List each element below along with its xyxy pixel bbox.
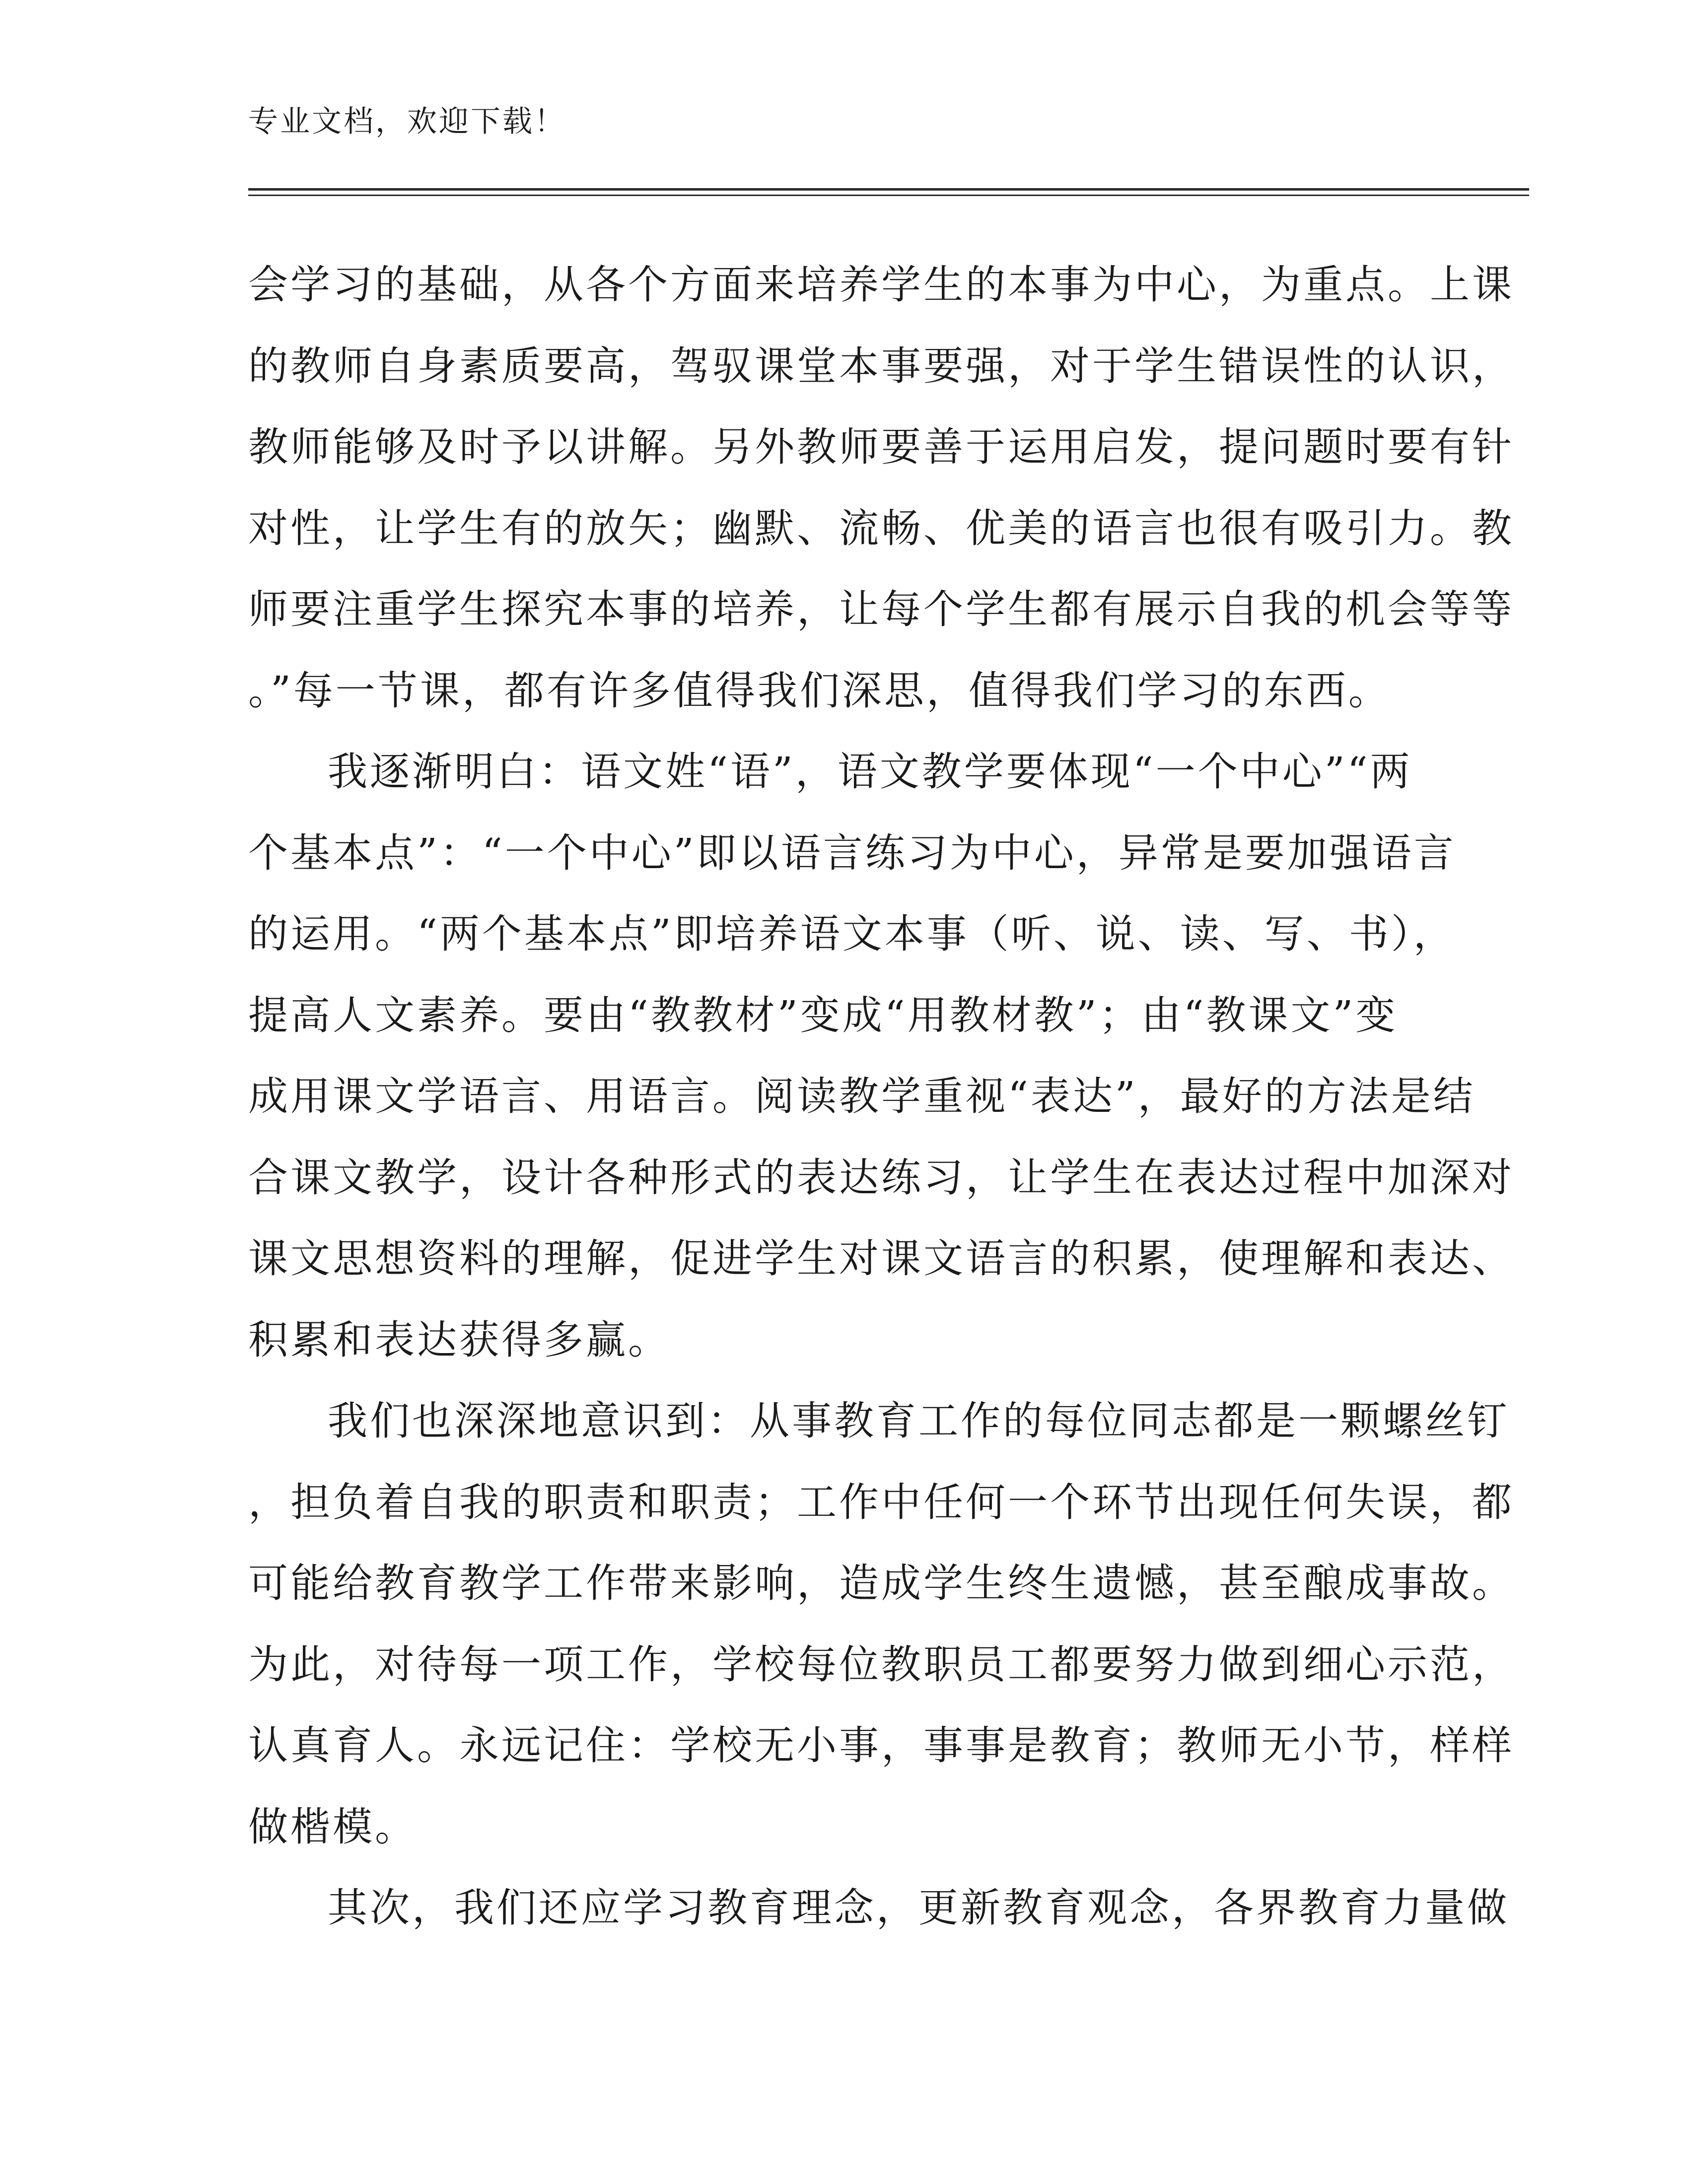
paragraph-first-line: 我们也深深地意识到：从事教育工作的每位同志都是一颗螺丝钉 <box>328 1398 1509 1444</box>
body-line: 成用课文学语言、用语言。阅读教学重视“表达”，最好的方法是结 <box>248 1073 1476 1119</box>
body-line: 做楷模。 <box>248 1803 417 1850</box>
body-line: 个基本点”：“一个中心”即以语言练习为中心，异常是要加强语言 <box>248 829 1456 876</box>
document-body <box>248 244 1514 1949</box>
body-line: 积累和表达获得多赢。 <box>248 1316 670 1363</box>
body-line: 师要注重学生探究本事的培养，让每个学生都有展示自我的机会等等 <box>248 586 1514 632</box>
paragraph-first-line: 我逐渐明白：语文姓“语”，语文教学要体现“一个中心”“两 <box>328 749 1412 795</box>
body-line: 课文思想资料的理解，促进学生对课文语言的积累，使理解和表达、 <box>248 1235 1514 1282</box>
body-line: 的教师自身素质要高，驾驭课堂本事要强，对于学生错误性的认识， <box>248 342 1514 389</box>
body-line: 会学习的基础，从各个方面来培养学生的本事为中心，为重点。上课 <box>248 262 1514 308</box>
header-rule-thick <box>248 188 1529 191</box>
body-line: 。”每一节课，都有许多值得我们深思，值得我们学习的东西。 <box>248 667 1391 714</box>
paragraph-first-line: 其次，我们还应学习教育理念，更新教育观念，各界教育力量做 <box>328 1885 1509 1931</box>
body-line: 的运用。“两个基本点”即培养语文本事（听、说、读、写、书）， <box>248 911 1456 957</box>
body-line: ，担负着自我的职责和职责；工作中任何一个环节出现任何失误，都 <box>248 1479 1514 1525</box>
body-line: 认真育人。永远记住：学校无小事，事事是教育；教师无小节，样样 <box>248 1722 1514 1769</box>
body-line: 为此，对待每一项工作，学校每位教职员工都要努力做到细心示范， <box>248 1641 1514 1688</box>
body-line: 提高人文素养。要由“教教材”变成“用教材教”；由“教课文”变 <box>248 992 1398 1038</box>
body-line: 合课文教学，设计各种形式的表达练习，让学生在表达过程中加深对 <box>248 1154 1514 1201</box>
body-line: 可能给教育教学工作带来影响，造成学生终生遗憾，甚至酿成事故。 <box>248 1560 1514 1606</box>
body-line: 教师能够及时予以讲解。另外教师要善于运用启发，提问题时要有针 <box>248 424 1514 470</box>
header-rule-thin <box>248 195 1529 196</box>
page-header-text: 专业文档，欢迎下载！ <box>248 104 566 139</box>
body-line: 对性，让学生有的放矢；幽默、流畅、优美的语言也很有吸引力。教 <box>248 505 1514 551</box>
